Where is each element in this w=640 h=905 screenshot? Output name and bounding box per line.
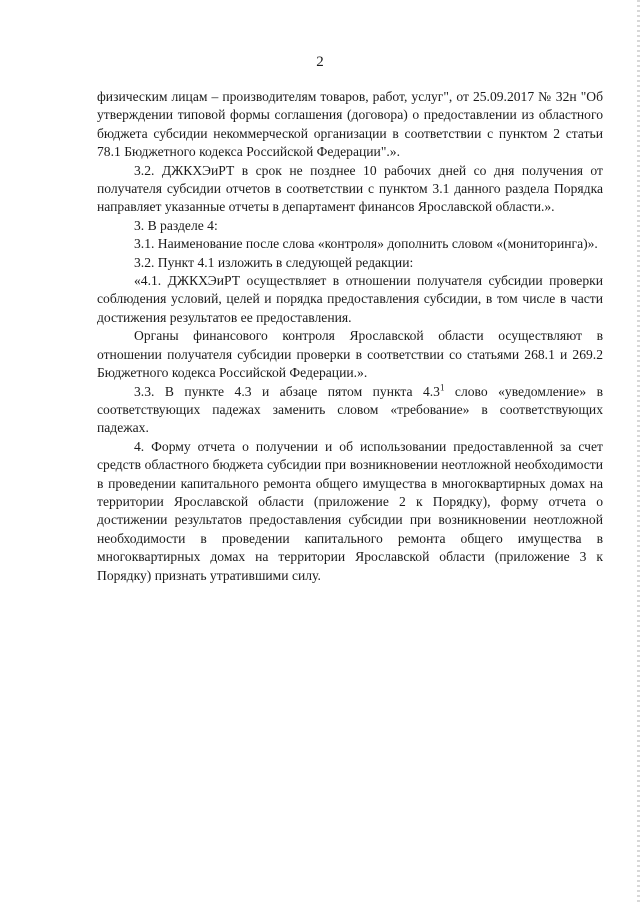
paragraph-3-2-item-4-1: 3.2. Пункт 4.1 изложить в следующей редакции: <box>134 254 414 270</box>
paragraph-continuation: физическим лицам – производителям товаров, работ, услуг", от 25.09.2017 № 32н "Об утверждении типовой формы соглашения (договора) о предоставлении из областного бюджета субсидии некоммерческой организации в соответствии с пунктом 2 статьи 78.1 Бюджетного кодекса Российской Федерации".». <box>97 89 603 160</box>
paragraph-3-1: 3.1. Наименование после слова «контроля» дополнить словом «(мониторинга)». <box>134 236 598 252</box>
paragraph-section-4-heading: 3. В разделе 4: <box>134 217 218 233</box>
paragraph-3-3-text-end: слово «уведомление» в соответствующих падежах заменить словом «требование» в соответствующих падежах. <box>97 383 603 436</box>
paragraph-3-2-reports: 3.2. ДЖКХЭиРТ в срок не позднее 10 рабочих дней со дня получения от получателя субсидии отчетов в соответствии с пунктом 3.1 данного раздела Порядка направляет указанные отчеты в департамент финансов Ярославской области.». <box>97 162 603 215</box>
document-body <box>97 88 603 585</box>
paragraph-financial-control: Органы финансового контроля Ярославской области осуществляют в отношении получателя субсидии проверки в соответствии со статьями 268.1 и 269.2 Бюджетного кодекса Российской Федерации.». <box>97 328 603 381</box>
paragraph-3-3 <box>97 383 603 438</box>
paragraph-4-report-forms: 4. Форму отчета о получении и об использовании предоставленной за счет средств областного бюджета субсидии при возникновении неотложной необходимости в проведении капитального ремонта общего имущества в многоквартирных домах на территории Ярославской области (приложение 2 к Порядку), форму отчета о достижении результатов предоставления субсидии при возникновении неотложной необходимости в проведении капитального ремонта общего имущества в многоквартирных домах на территории Ярославской области (приложение 3 к Порядку) признать утратившими силу. <box>97 438 603 583</box>
superscript-1: 1 <box>439 381 445 392</box>
paragraph-4-1-quote: «4.1. ДЖКХЭиРТ осуществляет в отношении получателя субсидии проверки соблюдения условий, целей и порядка предоставления субсидии, в том числе в части достижения результатов ее предоставления. <box>97 273 603 325</box>
page-number: 2 <box>316 54 324 70</box>
paragraph-3-3-text-start: 3.3. В пункте 4.3 и абзаце пятом пункта 4.3 <box>134 383 440 399</box>
